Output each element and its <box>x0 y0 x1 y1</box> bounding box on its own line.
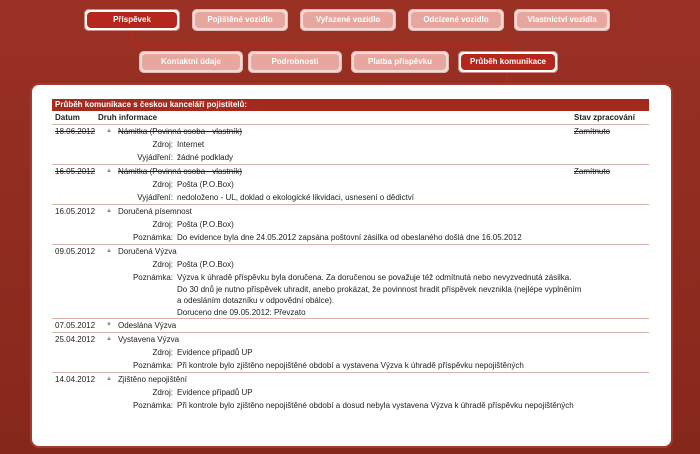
section-title: Průběh komunikace s českou kanceláří pojistitelů: <box>52 99 649 111</box>
detail-value: Pošta (P.O.Box) <box>177 220 234 229</box>
tab-label: Vlastnictví vozidla <box>517 12 607 28</box>
detail-value: nedoloženo - UL, doklad o ekologické likvidaci, usnesení o dědictví <box>177 193 415 202</box>
detail-key: Poznámka: <box>132 401 173 410</box>
tab-label: Odcizené vozidlo <box>411 12 501 28</box>
entry-group <box>52 319 649 332</box>
subtab-label: Kontaktní údaje <box>142 54 240 70</box>
detail-value: Pošta (P.O.Box) <box>177 180 234 189</box>
entry-status: Zamítnuto <box>574 127 611 136</box>
triangle-up-icon[interactable]: ▲ <box>106 208 112 214</box>
entry-group <box>52 373 649 412</box>
detail-key: Vyjádření: <box>137 193 173 202</box>
entry-title: Odeslána Výzva <box>118 321 177 330</box>
tab-connector <box>130 44 508 46</box>
subtab-label: Průběh komunikace <box>461 54 555 70</box>
detail-key: Zdroj: <box>152 220 173 229</box>
entry-row[interactable] <box>52 125 649 138</box>
detail-key: Poznámka: <box>132 273 173 282</box>
triangle-up-icon[interactable]: ▲ <box>106 248 112 254</box>
entry-group <box>52 125 649 164</box>
content-panel <box>30 83 673 448</box>
entry-row[interactable] <box>52 333 649 346</box>
column-header-status: Stav zpracování <box>574 113 635 122</box>
entry-date: 16.05.2012 <box>55 207 96 216</box>
detail-key: Zdroj: <box>152 388 173 397</box>
column-header-date: Datum <box>55 113 80 122</box>
detail-value: Při kontrole bylo zjištěno nepojištěné období a vystavena Výzva k úhradě příspěvku nepojištěných <box>177 361 524 370</box>
tab-prispevek[interactable] <box>84 9 180 31</box>
detail-line <box>52 386 649 399</box>
detail-line <box>52 399 649 412</box>
detail-value: Evidence případů UP <box>177 388 253 397</box>
detail-line <box>52 346 649 359</box>
detail-line <box>52 271 649 318</box>
tab-label: Vyřazené vozidlo <box>303 12 393 28</box>
detail-line <box>52 151 649 164</box>
entries-list <box>52 124 649 412</box>
tab-vlastnictvi-vozidla[interactable] <box>514 9 610 31</box>
entry-date: 14.04.2012 <box>55 375 96 384</box>
entry-group <box>52 205 649 244</box>
entry-row[interactable] <box>52 319 649 332</box>
entry-title: Doručená Výzva <box>118 247 177 256</box>
entry-title: Námitka (Povinná osoba - vlastník) <box>118 167 243 176</box>
detail-line <box>52 178 649 191</box>
column-header-type: Druh informace <box>98 113 158 122</box>
detail-key: Zdroj: <box>152 140 173 149</box>
triangle-up-icon[interactable]: ▲ <box>106 128 112 134</box>
entry-row[interactable] <box>52 373 649 386</box>
entry-group <box>52 245 649 318</box>
entry-date: 18.06.2012 <box>55 127 96 136</box>
table-header <box>52 111 649 124</box>
entry-title: Námitka (Povinná osoba - vlastník) <box>118 127 243 136</box>
communication-table <box>52 99 649 412</box>
entry-title: Doručená písemnost <box>118 207 192 216</box>
entry-date: 07.05.2012 <box>55 321 96 330</box>
entry-date: 25.04.2012 <box>55 335 96 344</box>
triangle-down-icon[interactable]: ▼ <box>106 322 112 328</box>
entry-title: Zjištěno nepojištění <box>118 375 187 384</box>
entry-status: Zamítnuto <box>574 167 611 176</box>
detail-line <box>52 231 649 244</box>
subtab-prubeh-komunikace[interactable] <box>458 51 558 73</box>
triangle-up-icon[interactable]: ▲ <box>106 376 112 382</box>
detail-value: Při kontrole bylo zjištěno nepojištěné období a dosud nebyla vystavena Výzva k úhradě příspěvku nepojištěných <box>177 401 574 410</box>
detail-value: Evidence případů UP <box>177 348 253 357</box>
detail-key: Poznámka: <box>132 361 173 370</box>
entry-date: 09.05.2012 <box>55 247 96 256</box>
detail-line <box>52 258 649 271</box>
entry-title: Vystavena Výzva <box>118 335 180 344</box>
entry-row[interactable] <box>52 165 649 178</box>
detail-line <box>52 138 649 151</box>
detail-key: Poznámka: <box>132 233 173 242</box>
detail-key: Zdroj: <box>152 260 173 269</box>
detail-value: Internet <box>177 140 205 149</box>
subtab-podrobnosti[interactable] <box>248 51 342 73</box>
tab-odcizene-vozidlo[interactable] <box>408 9 504 31</box>
detail-key: Vyjádření: <box>137 153 173 162</box>
detail-key: Zdroj: <box>152 348 173 357</box>
triangle-up-icon[interactable]: ▲ <box>106 168 112 174</box>
entry-row[interactable] <box>52 205 649 218</box>
detail-key: Zdroj: <box>152 180 173 189</box>
entry-date: 16.05.2012 <box>55 167 96 176</box>
entry-group <box>52 165 649 204</box>
subtab-kontaktni-udaje[interactable] <box>139 51 243 73</box>
tab-vyrazene-vozidlo[interactable] <box>300 9 396 31</box>
detail-value: žádné podklady <box>177 153 234 162</box>
subtab-platba-prispevku[interactable] <box>351 51 449 73</box>
tab-pojistene-vozidlo[interactable] <box>192 9 288 31</box>
entry-row[interactable] <box>52 245 649 258</box>
detail-line <box>52 359 649 372</box>
subtab-label: Podrobnosti <box>251 54 339 70</box>
detail-line <box>52 218 649 231</box>
tab-label: Příspěvek <box>87 12 177 28</box>
entry-group <box>52 333 649 372</box>
tab-connector <box>130 31 132 45</box>
triangle-up-icon[interactable]: ▲ <box>106 336 112 342</box>
detail-value: Výzva k úhradě příspěvku byla doručena. Za doručenou se považuje též odmítnutá nebo nevyzvednutá zásilka. Do 30 dnů je nutno příspěvek uhradit, anebo prokázat, že povinnost hradit příspěvek nevznikla (nejlépe vyplněním a odesláním dotazníku v odpovědní obálce). Doruceno dne 09.05.2012: Převzato <box>177 273 582 317</box>
detail-value: Pošta (P.O.Box) <box>177 260 234 269</box>
detail-line <box>52 191 649 204</box>
tab-label: Pojištěné vozidlo <box>195 12 285 28</box>
detail-value: Do evidence byla dne 24.05.2012 zapsána poštovní zásilka od obeslaného došlá dne 16.05.2012 <box>177 233 522 242</box>
subtab-label: Platba příspěvku <box>354 54 446 70</box>
